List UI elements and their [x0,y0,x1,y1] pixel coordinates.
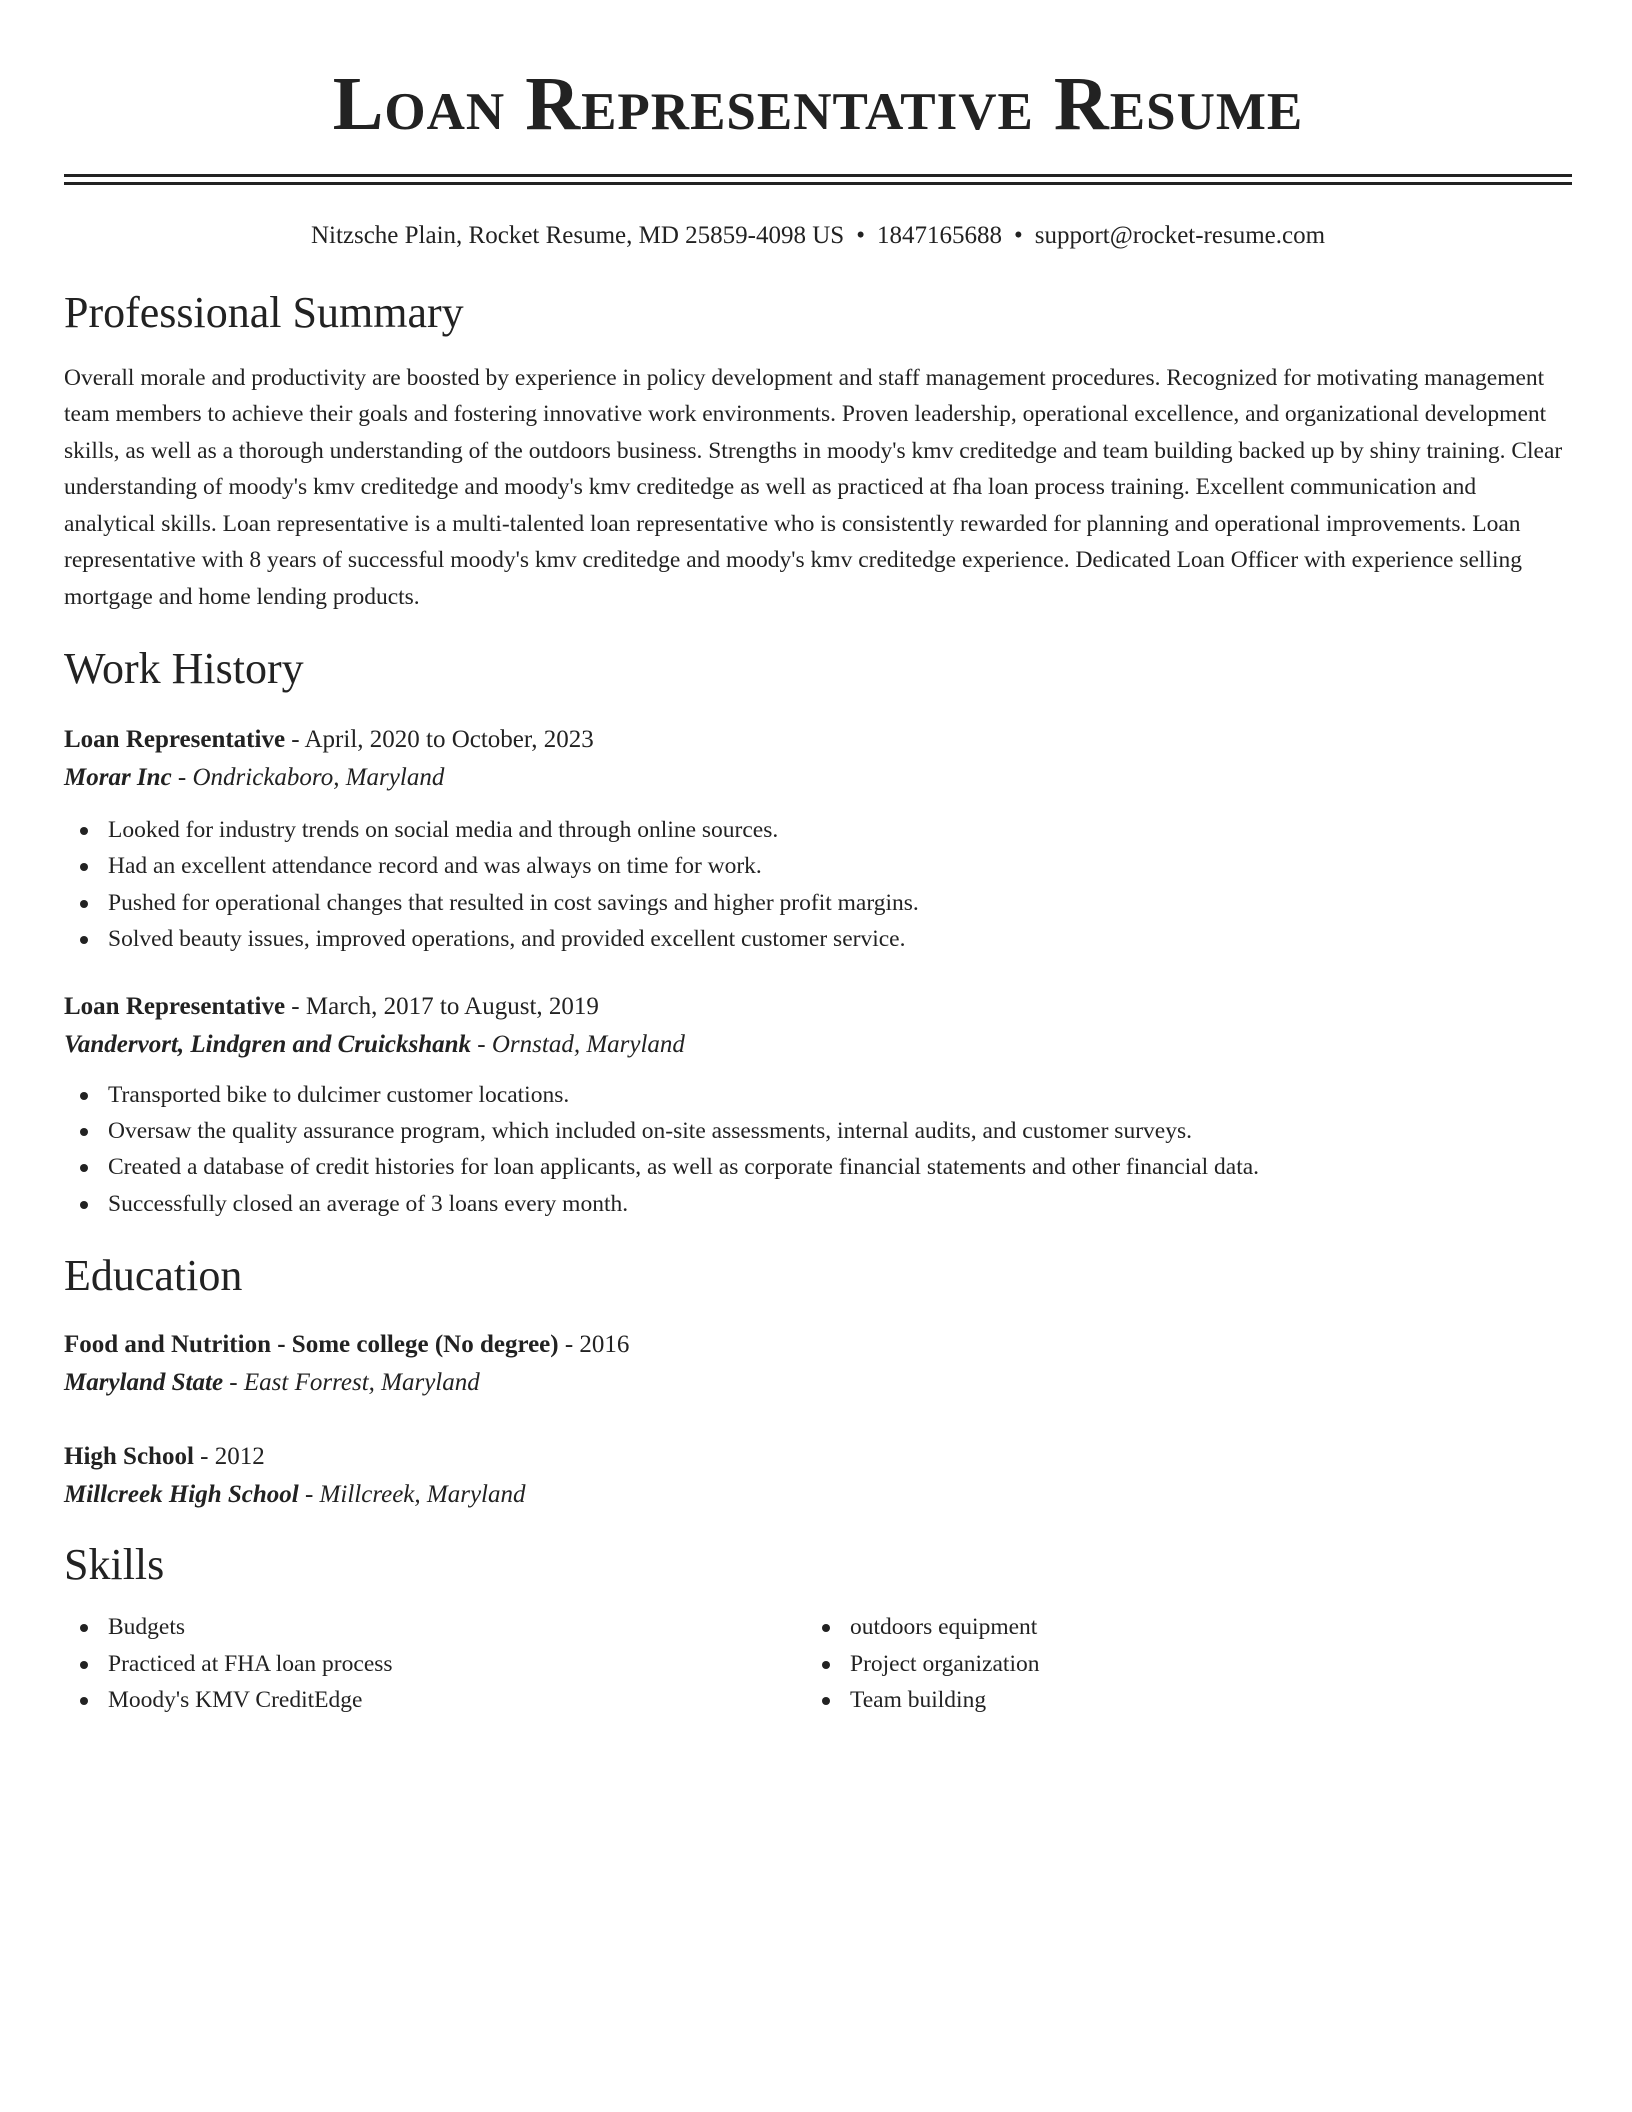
skills-list [64,1609,1572,1718]
bullet-icon [80,936,88,944]
job-bullets [64,812,1572,957]
job-company: Morar Inc [64,764,172,792]
bullet-text: Looked for industry trends on social media and through online sources. [108,817,779,844]
education-location: - Millcreek, Maryland [298,1480,526,1508]
skills-column-left [64,1609,806,1718]
list-item [64,885,1572,921]
job-role: Loan Representative [64,992,286,1020]
skills-column-right [806,1609,1548,1718]
job-entry [64,989,1572,1222]
job-header [64,989,1572,1025]
resume-page [64,0,1572,1718]
skill-text: outdoors equipment [850,1614,1038,1641]
skill-item [64,1609,806,1645]
bullet-icon [822,1697,830,1705]
bullet-icon [822,1624,830,1632]
list-item [64,1077,1572,1113]
bullet-icon [822,1661,830,1669]
job-company-line [64,1027,1572,1063]
job-entry [64,722,1572,957]
section-title-work-history: Work History [64,644,304,694]
job-location: - Ondrickaboro, Maryland [171,764,445,792]
bullet-icon [80,1164,88,1172]
title-divider [64,174,1572,185]
contact-address: Nitzsche Plain, Rocket Resume, MD 25859-4098 US [310,222,845,249]
bullet-text: Solved beauty issues, improved operations, and provided excellent customer service. [108,925,906,952]
job-location: - Ornstad, Maryland [471,1030,685,1058]
bullet-icon [80,900,88,908]
bullet-text: Successfully closed an average of 3 loans every month. [108,1190,629,1217]
resume-title: Loan Representative Resume [332,62,1304,146]
bullet-text: Had an excellent attendance record and was always on time for work. [108,853,762,880]
education-entry [64,1439,1572,1513]
education-entry [64,1327,1572,1401]
skill-item [806,1682,1548,1718]
skill-text: Project organization [850,1650,1040,1677]
job-bullets [64,1077,1572,1222]
bullet-icon [80,1092,88,1100]
skill-text: Practiced at FHA loan process [108,1650,393,1677]
skill-item [64,1646,806,1682]
education-header [64,1327,1572,1363]
skill-item [64,1682,806,1718]
contact-line [64,221,1572,251]
list-item [64,812,1572,848]
bullet-text: Oversaw the quality assurance program, which included on-site assessments, internal audits, and customer surveys. [108,1118,1192,1145]
bullet-icon [80,827,88,835]
education-school: Millcreek High School [64,1480,299,1508]
skill-text: Budgets [108,1614,186,1641]
education-degree: High School [64,1442,194,1470]
skill-item [806,1646,1548,1682]
bullet-icon [80,1128,88,1136]
bullet-icon [80,1624,88,1632]
job-company-line [64,760,1572,796]
bullet-text: Transported bike to dulcimer customer locations. [108,1081,570,1108]
education-year: - 2012 [193,1442,265,1470]
summary-text: Overall morale and productivity are boosted by experience in policy development and staff management procedures. Recognized for motivating management team members to achieve their goals and fostering innovative work environments. Proven leadership, operational excellence, and organizational development skills, as well as a thorough understanding of the outdoors business. Strengths in moody's kmv creditedge and team building backed up by shiny training. Clear understanding of moody's kmv creditedge and moody's kmv creditedge as well as practiced at fha loan process training. Excellent communication and analytical skills. Loan representative is a multi-talented loan representative who is consistently rewarded for planning and operational improvements. Loan representative with 8 years of successful moody's kmv creditedge and moody's kmv creditedge experience. Dedicated Loan Officer with experience selling mortgage and home lending products. [64,364,1563,610]
list-item [64,848,1572,884]
bullet-icon [80,1697,88,1705]
contact-email[interactable]: support@rocket-resume.com [1034,222,1326,249]
skill-text: Moody's KMV CreditEdge [108,1686,363,1713]
contact-phone: 1847165688 [876,222,1002,249]
bullet-icon [80,863,88,871]
list-item [64,1113,1572,1149]
job-dates: - April, 2020 to October, 2023 [285,726,594,754]
section-title-summary: Professional Summary [64,288,464,337]
bullet-icon [80,1201,88,1209]
education-year: - 2016 [558,1330,630,1358]
list-item [64,921,1572,957]
job-company: Vandervort, Lindgren and Cruickshank [64,1030,472,1058]
contact-separator: • [1013,222,1023,249]
section-title-skills: Skills [64,1539,165,1589]
education-degree: Food and Nutrition - Some college (No degree) [64,1330,559,1358]
education-header [64,1439,1572,1475]
bullet-text: Created a database of credit histories for loan applicants, as well as corporate financial statements and other financial data. [108,1154,1260,1181]
education-school-line [64,1477,1572,1513]
skill-text: Team building [850,1686,987,1713]
section-title-education: Education [64,1250,243,1300]
skill-item [806,1609,1548,1645]
list-item [64,1149,1572,1185]
education-location: - East Forrest, Maryland [223,1368,480,1396]
list-item [64,1186,1572,1222]
job-dates: - March, 2017 to August, 2019 [285,992,599,1020]
contact-separator: • [856,222,865,249]
education-school-line [64,1365,1572,1401]
education-school: Maryland State [64,1368,224,1396]
job-role: Loan Representative [64,726,286,754]
bullet-text: Pushed for operational changes that resulted in cost savings and higher profit margins. [108,889,919,916]
job-header [64,722,1572,758]
bullet-icon [80,1661,88,1669]
